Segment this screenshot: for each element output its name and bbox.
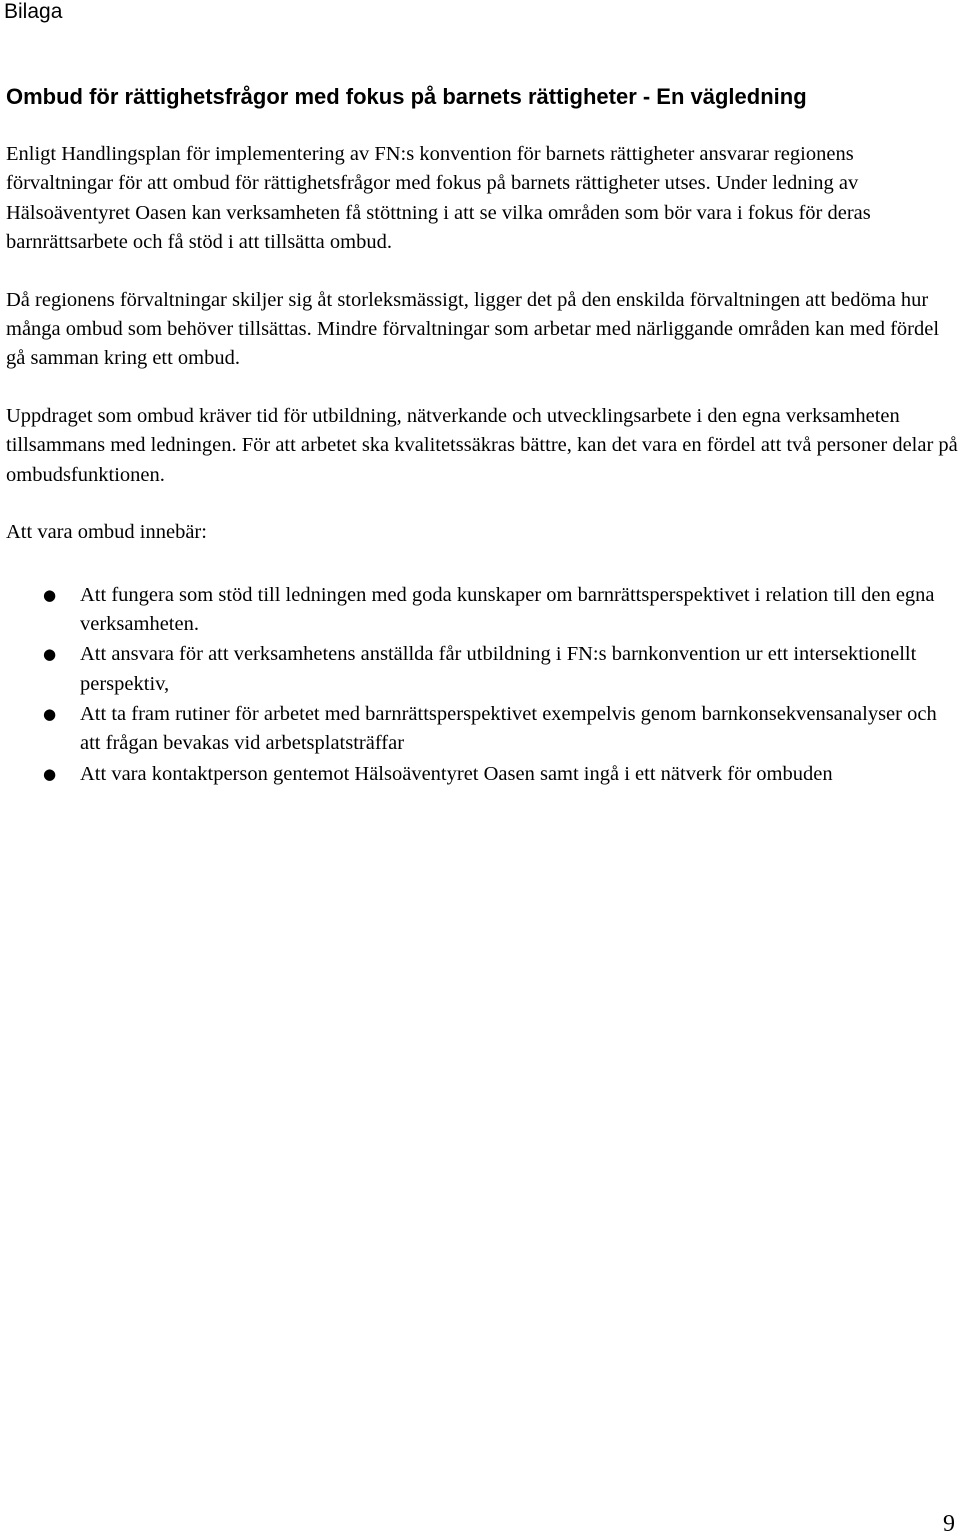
- list-intro: Att vara ombud innebär:: [6, 521, 207, 544]
- bullet-icon: ●: [43, 585, 57, 604]
- list-item-text: Att vara kontaktperson gentemot Hälsoäventyret Oasen samt ingå i ett nätverk för ombuden: [80, 762, 833, 785]
- page-number: 9: [943, 1511, 955, 1537]
- bullet-icon: ●: [43, 764, 57, 783]
- header-label: Bilaga: [4, 0, 63, 23]
- list-item-text: Att ta fram rutiner för arbetet med barnrättsperspektivet exempelvis genom barnkonsekvensanalyser och att frågan bevakas vid arbetsplatsträffar: [80, 702, 937, 755]
- list-item-text: Att fungera som stöd till ledningen med goda kunskaper om barnrättsperspektivet i relation till den egna verksamheten.: [80, 583, 935, 636]
- bullet-icon: ●: [43, 704, 57, 723]
- list-item: [6, 700, 958, 759]
- paragraph-2: Då regionens förvaltningar skiljer sig åt storleksmässigt, ligger det på den enskilda förvaltningen att bedöma hur många ombud som behöver tillsättas. Mindre förvaltningar som arbetar med närliggande områden kan med fördel gå samman kring ett ombud.: [6, 288, 940, 370]
- bullet-icon: ●: [43, 645, 57, 664]
- document-body: [6, 140, 958, 790]
- list-item: [6, 760, 958, 789]
- list-item-text: Att ansvara för att verksamhetens anställda får utbildning i FN:s barnkonvention ur ett intersektionellt perspektiv,: [80, 643, 917, 695]
- document-title: Ombud för rättighetsfrågor med fokus på barnets rättigheter - En vägledning: [6, 84, 807, 109]
- list-item: [6, 581, 958, 640]
- paragraph-3: Uppdraget som ombud kräver tid för utbildning, nätverkande och utvecklingsarbete i den egna verksamheten tillsammans med ledningen. För att arbetet ska kvalitetssäkras bättre, kan det vara en fördel att två personer delar på ombudsfunktionen.: [6, 405, 958, 486]
- bullet-list: [6, 581, 958, 789]
- paragraph-1: Enligt Handlingsplan för implementering av FN:s konvention för barnets rättigheter ansvarar regionens förvaltningar för att ombud för rättighetsfrågor med fokus på barnets rättigheter utses. Under ledning av Hälsoäventyret Oasen kan verksamheten få stöttning i att se vilka områden som bör vara i fokus för deras barnrättsarbete och få stöd i att tillsätta ombud.: [6, 143, 871, 253]
- list-item: [6, 640, 958, 699]
